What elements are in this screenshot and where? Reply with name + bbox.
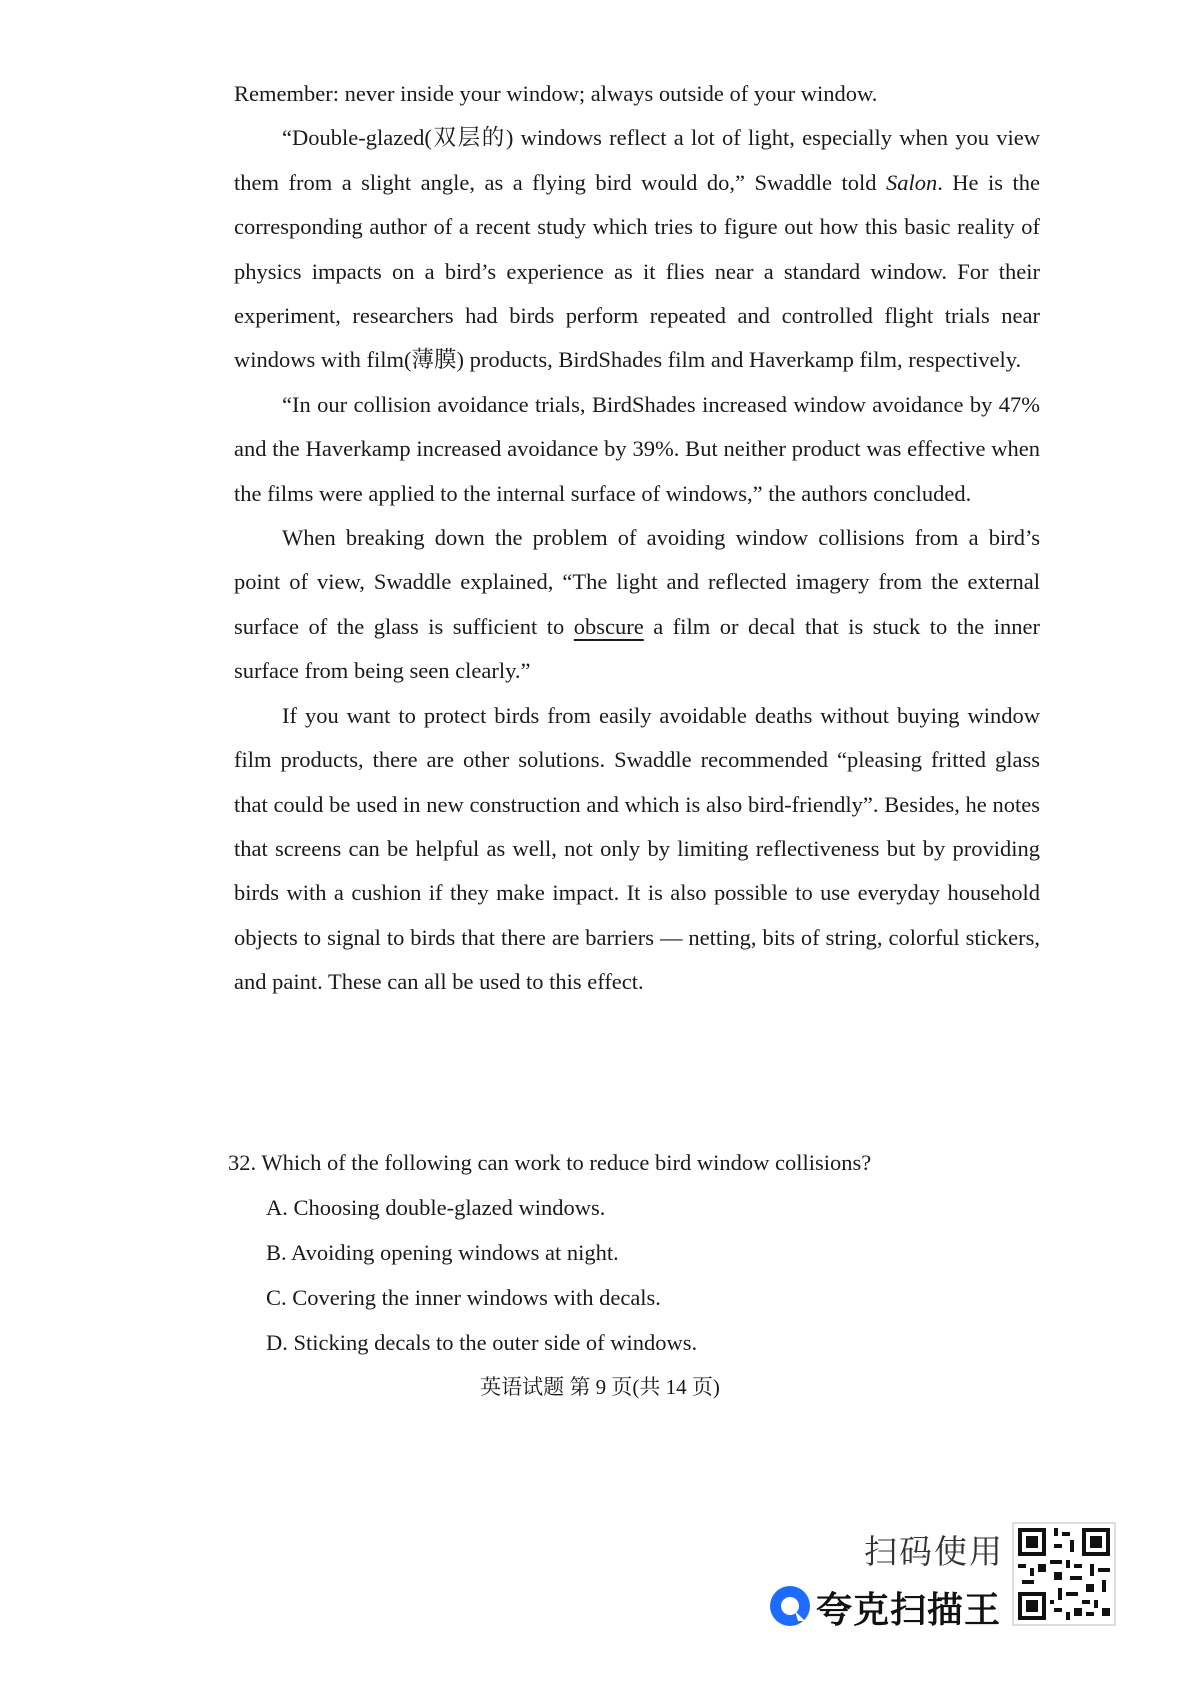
qr-code-icon (1012, 1522, 1116, 1626)
passage-paragraph-4 (234, 516, 1040, 694)
scanner-watermark (760, 1522, 1160, 1642)
scan-to-use-label: 扫码使用 (864, 1532, 1004, 1571)
underlined-word: obscure (573, 613, 644, 639)
passage-paragraph-1: Remember: never inside your window; always outside of your window. (234, 81, 878, 106)
question-stem: 32. Which of the following can work to reduce bird window collisions? (228, 1150, 872, 1175)
option-c: C. Covering the inner windows with decals. (266, 1285, 661, 1310)
quark-logo-icon (768, 1584, 812, 1628)
option-a: A. Choosing double-glazed windows. (266, 1195, 606, 1220)
publication-name: Salon (885, 169, 938, 195)
p4-text-start: When breaking down the problem of avoiding window collisions from a bird’s point of view, Swaddle explained, “The light and reflected imagery from the external surface of the glass is sufficient to (234, 525, 1040, 639)
reading-passage (234, 72, 1040, 1005)
option-d: D. Sticking decals to the outer side of windows. (266, 1330, 698, 1355)
option-b: B. Avoiding opening windows at night. (266, 1240, 619, 1265)
answer-options (266, 1185, 1048, 1365)
page-footer: 英语试题 第 9 页(共 14 页) (480, 1375, 720, 1399)
passage-paragraph-5: If you want to protect birds from easily avoidable deaths without buying window film products, there are other solutions. Swaddle recommended “pleasing fritted glass that could be used in new construction and which is also bird-friendly”. Besides, he notes that screens can be helpful as well, not only by limiting reflectiveness but by providing birds with a cushion if they make impact. It is also possible to use everyday household objects to signal to birds that there are barriers — netting, bits of string, colorful stickers, and paint. These can all be used to this effect. (234, 702, 1040, 995)
passage-paragraph-3: “In our collision avoidance trials, BirdShades increased window avoidance by 47% and the Haverkamp increased avoidance by 39%. But neither product was effective when the films were applied to the internal surface of windows,” the authors concluded. (234, 391, 1040, 506)
passage-paragraph-2 (234, 116, 1040, 382)
p2-text-start: “Double-glazed(双层的) windows reflect a lot of light, especially when you view them from a slight angle, as a flying bird would do,” Swaddle told (234, 125, 1040, 195)
question-32 (228, 1140, 1048, 1365)
brand-name: 夸克扫描王 (816, 1590, 1002, 1631)
p4-text-end: a film or decal that is stuck to the inner surface from being seen clearly.” (234, 613, 1040, 684)
p2-text-end: . He is the corresponding author of a recent study which tries to figure out how this basic reality of physics impacts on a bird’s experience as it flies near a standard window. For their experiment, researchers had birds perform repeated and controlled flight trials near windows with film(薄膜) products, BirdShades film and Haverkamp film, respectively. (234, 169, 1041, 373)
